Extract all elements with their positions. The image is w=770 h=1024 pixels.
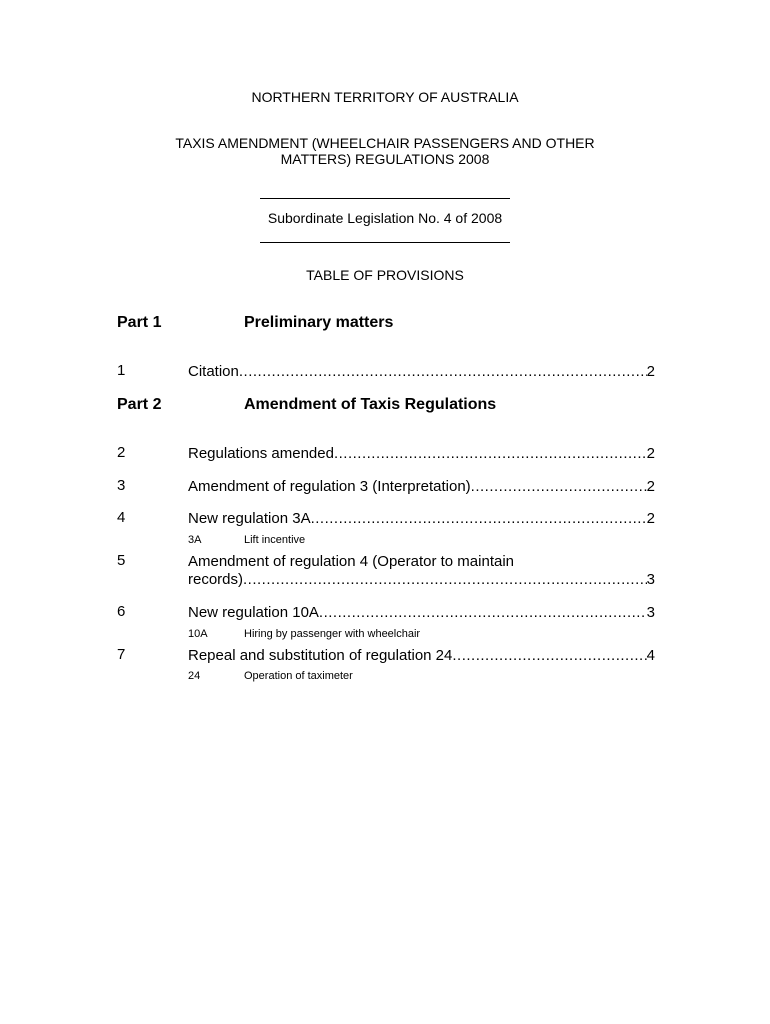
entry-page: 4 [646,647,655,664]
entry-title-line-1[interactable]: Amendment of regulation 4 (Operator to maintain [188,553,515,570]
part-label: Part 2 [117,396,162,413]
entry-number: 6 [117,603,126,620]
entry-title: Citation [188,363,239,380]
toc-entry-regulation-4[interactable] [188,570,655,589]
dot-leader [239,362,647,381]
entry-page: 3 [646,571,655,588]
entry-page: 2 [646,478,655,495]
entry-title: Amendment of regulation 3 (Interpretation) [188,478,471,495]
dot-leader [243,570,647,589]
toc-entry-regulation-3[interactable] [188,477,655,496]
subentry-number: 24 [188,670,201,682]
entry-page: 2 [646,363,655,380]
entry-number: 4 [117,509,126,526]
dot-leader [319,603,647,622]
part-title: Amendment of Taxis Regulations [244,396,497,413]
part-label: Part 1 [117,314,162,331]
part-title: Preliminary matters [244,314,394,331]
subentry-title[interactable]: Lift incentive [244,534,306,546]
entry-page: 2 [646,510,655,527]
entry-title: New regulation 10A [188,604,319,621]
toc-heading: TABLE OF PROVISIONS [306,267,464,283]
subentry-number: 10A [188,628,208,640]
bottom-rule [260,242,510,243]
legislation-number: Subordinate Legislation No. 4 of 2008 [267,210,503,226]
top-rule [260,198,510,199]
entry-title: New regulation 3A [188,510,311,527]
entry-title: Regulations amended [188,445,334,462]
dot-leader [311,509,647,528]
document-title-line-1: TAXIS AMENDMENT (WHEELCHAIR PASSENGERS AND OTHER [175,135,595,151]
entry-number: 2 [117,444,126,461]
toc-entry-regulations-amended[interactable] [188,444,655,463]
toc-entry-new-regulation-3a[interactable] [188,509,655,528]
entry-number: 1 [117,362,126,379]
toc-entry-new-regulation-10a[interactable] [188,603,655,622]
entry-number: 7 [117,646,126,663]
entry-number: 5 [117,552,126,569]
toc-entry-citation[interactable] [188,362,655,381]
document-title-line-2: MATTERS) REGULATIONS 2008 [280,151,490,167]
jurisdiction-heading: NORTHERN TERRITORY OF AUSTRALIA [251,89,519,105]
dot-leader [471,477,647,496]
subentry-title[interactable]: Operation of taximeter [244,670,353,682]
entry-page: 3 [646,604,655,621]
toc-entry-regulation-24[interactable] [188,646,655,665]
subentry-title[interactable]: Hiring by passenger with wheelchair [244,628,421,640]
entry-title-line-2: records) [188,571,244,588]
entry-number: 3 [117,477,126,494]
entry-page: 2 [646,445,655,462]
subentry-number: 3A [188,534,202,546]
dot-leader [452,646,646,665]
dot-leader [334,444,647,463]
entry-title: Repeal and substitution of regulation 24 [188,647,453,664]
